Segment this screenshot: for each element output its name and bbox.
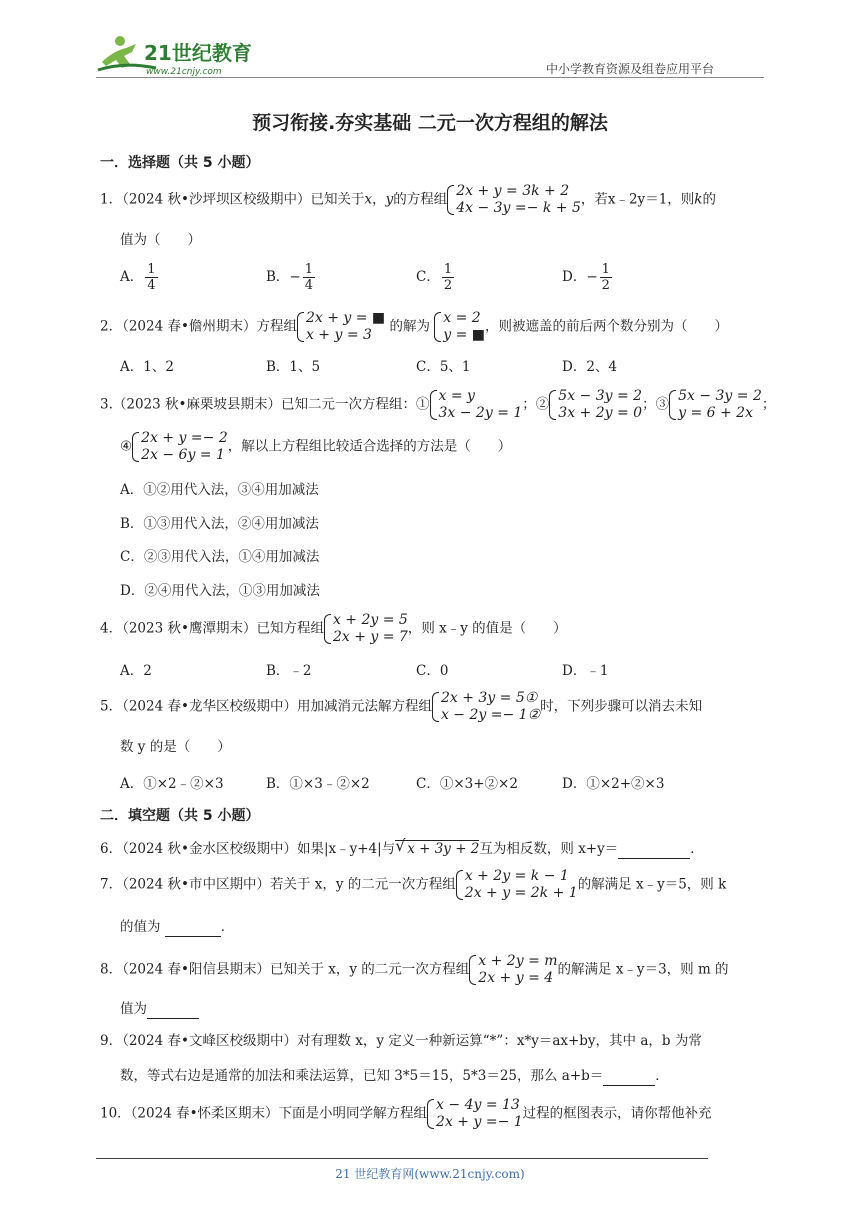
option-d[interactable]: D．①×2+②×3: [562, 776, 665, 792]
header-divider: [96, 77, 764, 78]
question-7-line2: 的值为 ．: [120, 916, 234, 937]
question-3-line2: ④2x + y =− 2 2x − 6y = 1，解以上方程组比较适合选择的方法是（ ）: [120, 430, 512, 463]
sqrt-expression: √ x + 3y + 2: [395, 840, 479, 857]
logo: [96, 34, 256, 80]
option-b[interactable]: B．− $\frac{1}{4}$: [266, 262, 314, 293]
logo-text: 21世纪教育: [144, 41, 252, 65]
question-8: 8．（2024 春•阳信县期末）已知关于 x，y 的二元一次方程组x + 2y = m 2x + y = 4的解满足 x﹣y＝3，则 m 的: [100, 953, 729, 986]
equation-system: 2x + y = 3k + 2 4x − 3y =− k + 5: [447, 183, 581, 217]
answer-blank[interactable]: [147, 998, 199, 1019]
question-5: 5．（2024 春•龙华区校级期中）用加减消元法解方程组2x + 3y = 5① x − 2y =− 1②时，下列步骤可以消去未知: [100, 690, 703, 723]
question-6: 6．（2024 秋•金水区校级期中）如果|x﹣y+4|与√ x + 3y + 2互为相反数，则 x+y＝ ．: [100, 838, 704, 859]
equation-system: 2x + y = ■ x + y = 3: [297, 310, 385, 344]
question-9: 9．（2024 春•文峰区校级期中）对有理数 x，y 定义一种新运算“*”：x*y＝ax+by，其中 a，b 为常: [100, 1033, 702, 1049]
option-a[interactable]: A．①②用代入法，③④用加减法: [120, 482, 319, 498]
option-c[interactable]: C． $\frac{1}{2}$: [416, 262, 453, 293]
answer-blank[interactable]: [618, 838, 690, 859]
option-d[interactable]: D．②④用代入法，①③用加减法: [120, 583, 320, 599]
footer-link[interactable]: 21 世纪教育网(www.21cnjy.com): [335, 1167, 525, 1181]
question-8-line2: 值为: [120, 998, 199, 1019]
option-c[interactable]: C．5、1: [416, 359, 471, 375]
page-title: 预习衔接.夯实基础 二元一次方程组的解法: [252, 112, 608, 134]
option-b[interactable]: B．①③用代入法，②④用加减法: [120, 516, 319, 532]
option-a[interactable]: A．1、2: [120, 359, 174, 375]
option-a[interactable]: A．2: [120, 663, 152, 679]
question-1-line2: 值为（ ）: [120, 232, 201, 248]
section-choice: 一．选择题（共 5 小题）: [100, 155, 260, 171]
question-7: 7．（2024 秋•市中区期中）若关于 x，y 的二元一次方程组x + 2y = k − 1 2x + y = 2k + 1的解满足 x﹣y＝5，则 k: [100, 868, 727, 901]
option-a[interactable]: A．①×2﹣②×3: [120, 776, 224, 792]
option-b[interactable]: B．1、5: [266, 359, 321, 375]
question-3: 3.（2023 秋•麻栗坡县期末）已知二元一次方程组：①x = y 3x − 2y = 1；②5x − 3y = 2 3x + 2y = 0；③5x − 3y = 2 y = 6 + 2x；: [100, 388, 776, 421]
option-a[interactable]: A． $\frac{1}{4}$: [120, 262, 156, 293]
platform-name: 中小学教育资源及组卷应用平台: [546, 62, 715, 76]
question-1: 1．（2024 秋•沙坪坝区校级期中）已知关于x，y的方程组2x + y = 3k + 2 4x − 3y =− k + 5，若x﹣2y＝1，则k的: [100, 183, 716, 216]
section-fill: 二．填空题（共 5 小题）: [100, 808, 260, 824]
answer-blank[interactable]: [165, 916, 221, 937]
option-d[interactable]: D．− $\frac{1}{2}$: [562, 262, 610, 293]
option-c[interactable]: C．0: [416, 663, 449, 679]
option-c[interactable]: C．①×3+②×2: [416, 776, 518, 792]
footer-divider: [96, 1158, 708, 1159]
solution-system: x = 2 y = ■: [434, 310, 485, 344]
question-2: 2．（2024 春•儋州期末）方程组2x + y = ■ x + y = 3 的解为 x = 2 y = ■，则被遮盖的前后两个数分别为（ ）: [100, 310, 729, 343]
answer-blank[interactable]: [603, 1065, 655, 1086]
option-b[interactable]: B．﹣2: [266, 663, 312, 679]
option-c[interactable]: C．②③用代入法，①④用加减法: [120, 549, 320, 565]
option-b[interactable]: B．①×3﹣②×2: [266, 776, 370, 792]
question-9-line2: 数，等式右边是通常的加法和乘法运算，已知 3*5＝15，5*3＝25，那么 a+b＝ ．: [120, 1065, 669, 1086]
question-4: 4．（2023 秋•鹰潭期末）已知方程组x + 2y = 5 2x + y = 7，则 x﹣y 的值是（ ）: [100, 612, 567, 645]
question-10: 10．（2024 春•怀柔区期末）下面是小明同学解方程组x − 4y = 13 2x + y =− 1过程的框图表示，请你帮他补充: [100, 1097, 712, 1130]
question-5-line2: 数 y 的是（ ）: [120, 739, 231, 755]
option-d[interactable]: D．2、4: [562, 359, 618, 375]
option-d[interactable]: D．﹣1: [562, 663, 609, 679]
logo-url: www.21cnjy.com: [146, 67, 222, 77]
